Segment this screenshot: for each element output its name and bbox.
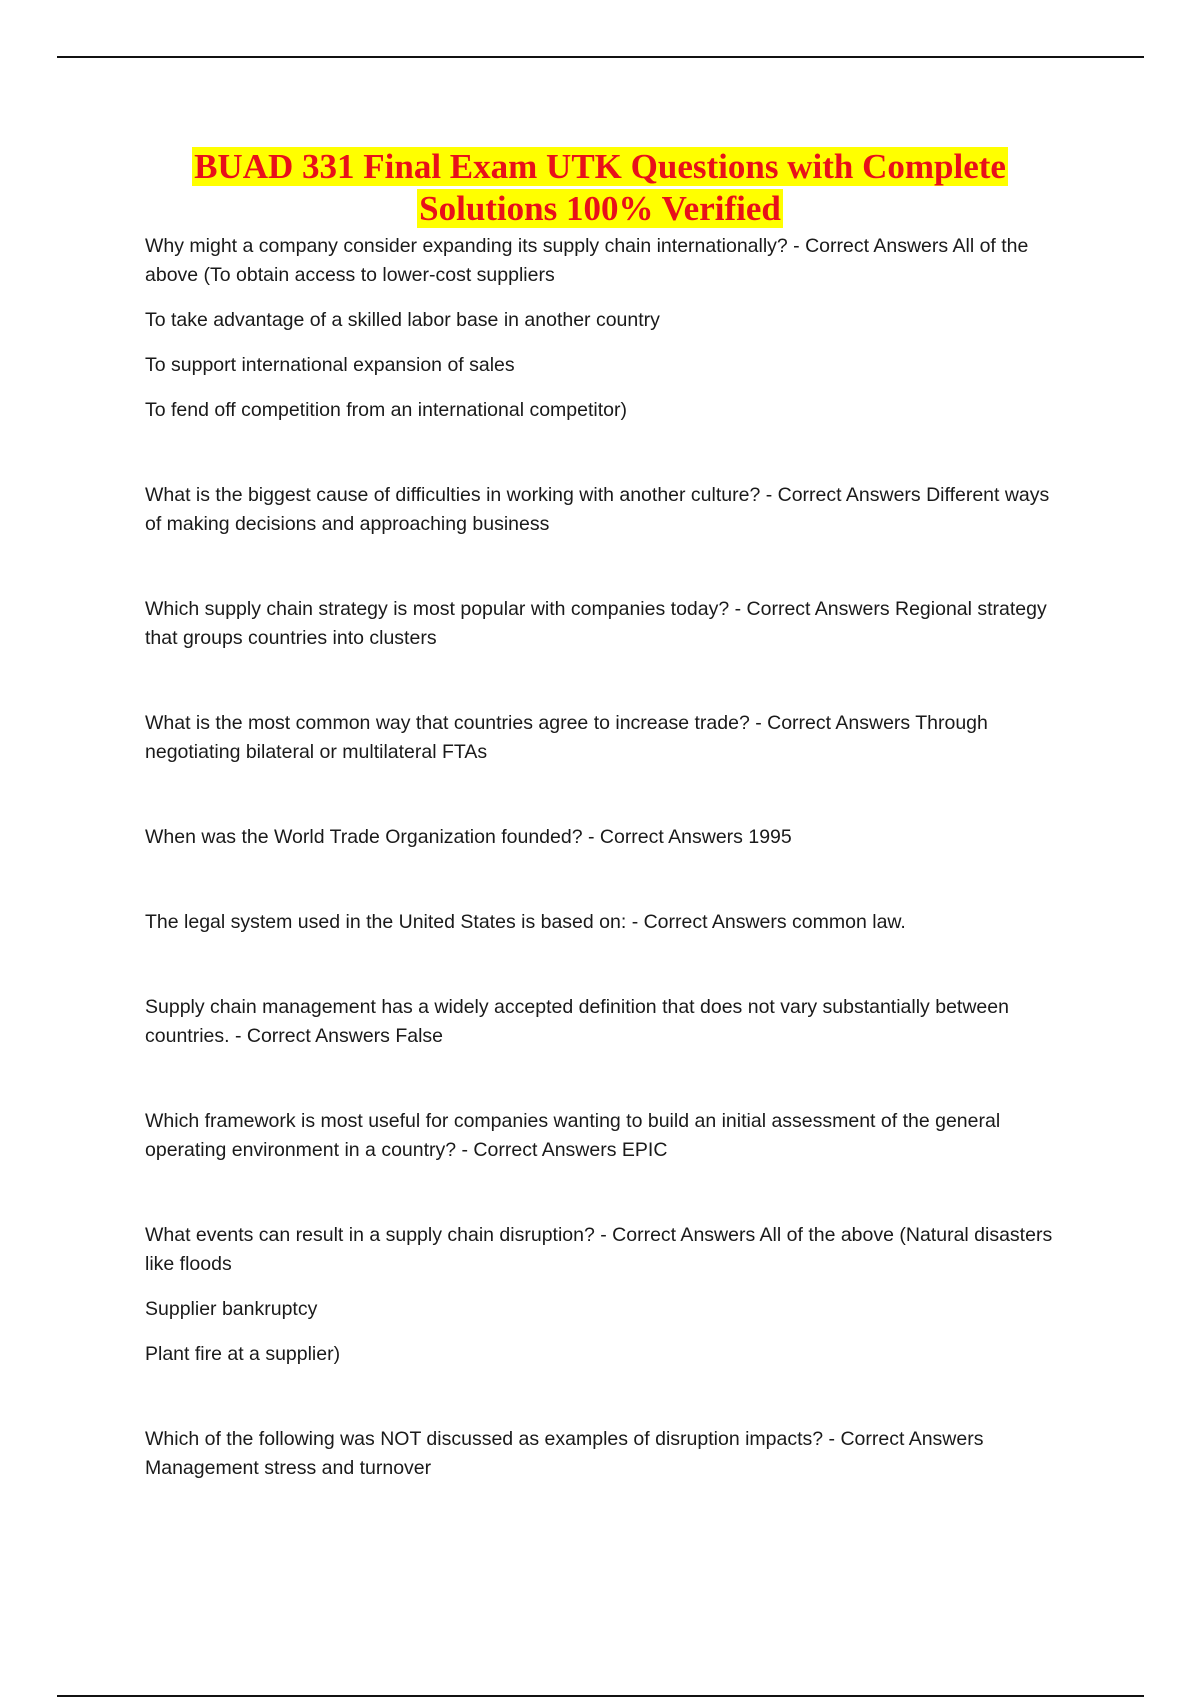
qa-item: [145, 908, 1065, 937]
qa-item: [145, 1107, 1065, 1165]
question-answer: What is the most common way that countries agree to increase trade? - Correct Answers Through negotiating bilateral or multilateral FTAs: [145, 712, 988, 763]
spacer: [145, 441, 1065, 481]
top-rule: [57, 56, 1144, 58]
answer-option: To fend off competition from an international competitor): [145, 399, 627, 421]
spacer: [145, 783, 1065, 823]
qa-item: [145, 481, 1065, 539]
question-answer: Which framework is most useful for companies wanting to build an initial assessment of the general operating environment in a country? - Correct Answers EPIC: [145, 1110, 1001, 1161]
title-line-2: Solutions 100% Verified: [419, 189, 781, 228]
answer-option: Supplier bankruptcy: [145, 1298, 318, 1320]
bottom-rule: [57, 1695, 1144, 1697]
qa-item: [145, 823, 1065, 852]
qa-item: [145, 232, 1065, 425]
spacer: [145, 868, 1065, 908]
question-answer: Which supply chain strategy is most popular with companies today? - Correct Answers Regional strategy that groups countries into clusters: [145, 598, 1047, 649]
answer-option: To take advantage of a skilled labor base in another country: [145, 309, 660, 331]
title-line-1: BUAD 331 Final Exam UTK Questions with Complete: [194, 147, 1006, 186]
spacer: [145, 953, 1065, 993]
question-answer: Why might a company consider expanding its supply chain internationally? - Correct Answers All of the above (To obtain access to lower-cost suppliers: [145, 235, 1029, 286]
qa-item: [145, 1221, 1065, 1369]
spacer: [145, 555, 1065, 595]
answer-option: Plant fire at a supplier): [145, 1343, 341, 1365]
question-answer: Which of the following was NOT discussed as examples of disruption impacts? - Correct Answers Management stress and turnover: [145, 1428, 984, 1479]
qa-item: [145, 1425, 1065, 1483]
question-answer: What events can result in a supply chain disruption? - Correct Answers All of the above (Natural disasters like floods: [145, 1224, 1053, 1275]
question-answer: Supply chain management has a widely accepted definition that does not vary substantially between countries. - Correct Answers False: [145, 996, 1009, 1047]
question-answer: What is the biggest cause of difficulties in working with another culture? - Correct Answers Different ways of making decisions and approaching business: [145, 484, 1050, 535]
qa-item: [145, 709, 1065, 767]
spacer: [145, 669, 1065, 709]
spacer: [145, 1067, 1065, 1107]
answer-option: To support international expansion of sales: [145, 354, 515, 376]
spacer: [145, 1385, 1065, 1425]
document-title: [120, 146, 1080, 230]
question-answer: When was the World Trade Organization founded? - Correct Answers 1995: [145, 826, 792, 848]
question-answer: The legal system used in the United States is based on: - Correct Answers common law.: [145, 911, 906, 933]
qa-item: [145, 595, 1065, 653]
qa-list: [145, 232, 1065, 1499]
spacer: [145, 1181, 1065, 1221]
qa-item: [145, 993, 1065, 1051]
